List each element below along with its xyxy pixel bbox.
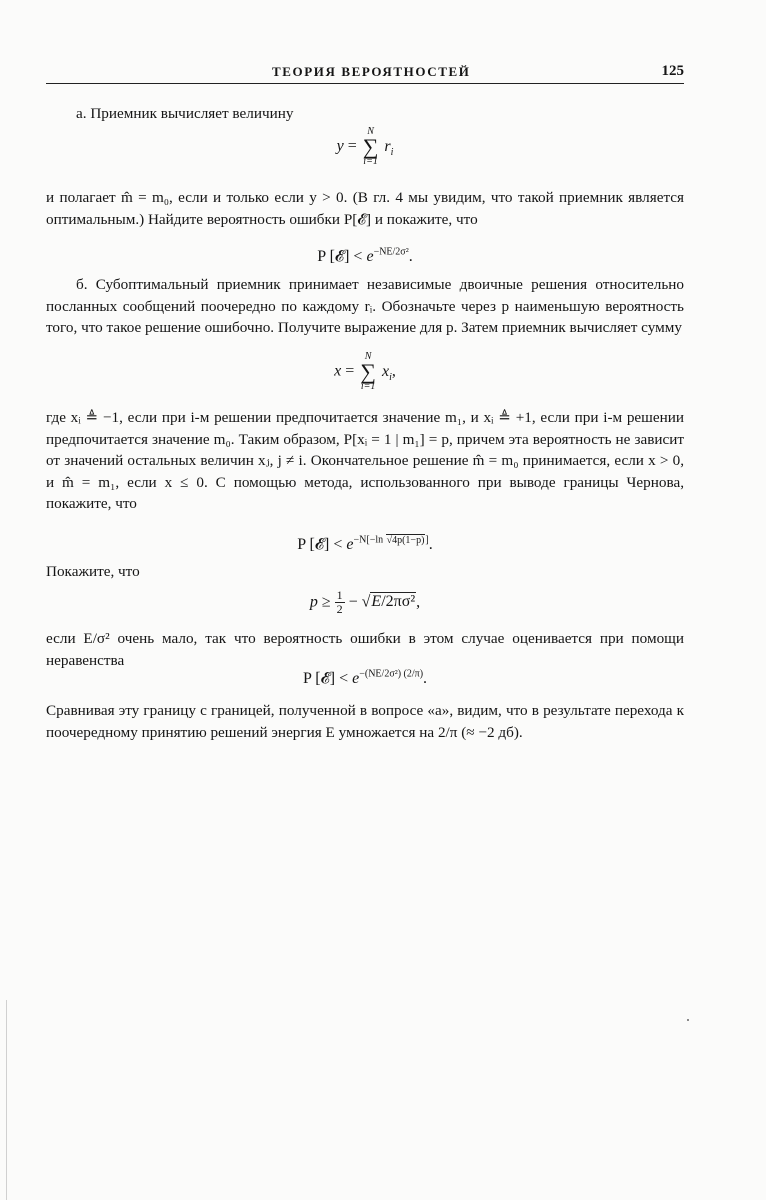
- show-that-text: Покажите, что: [46, 563, 140, 580]
- scan-speck: [687, 1019, 689, 1021]
- part-b-definition: [46, 407, 684, 515]
- formula-error-bound-a: P [𝓔] < $e^{-NE/2\sigma^2}$.: [317, 246, 413, 265]
- scan-edge-mark: [6, 1000, 7, 1200]
- running-title: ТЕОРИЯ ВЕРОЯТНОСТЕЙ: [272, 64, 471, 79]
- header-rule: [46, 83, 684, 84]
- formula-y-sum: y = N ∑ i=1 $r_i$: [336, 126, 394, 167]
- part-a-intro: [46, 103, 684, 125]
- part-a-rule-text: и полагает m̂ = m₀, если и только если y > 0. (В гл. 4 мы увидим, что такой приемник является оптимальным.) Найдите вероятность ошибки P[𝓔] и покажите, что: [46, 189, 684, 228]
- show-that: [46, 561, 684, 583]
- formula-x-sum: x = N ∑ i=1 $x_i$,: [334, 351, 396, 392]
- conclusion-text: Сравнивая эту границу с границей, полученной в вопросе «а», видим, что в результате перехода к поочередному принятию решений энергия E умножается на 2/π (≈ −2 дб).: [46, 702, 684, 741]
- part-a-paragraph: [46, 187, 684, 230]
- part-b-definition-text: где xᵢ ≜ −1, если при i-м решении предпочитается значение m₁, и xᵢ ≜ +1, если при i-м решении предпочитается значение m₀. Таким образом, P[xᵢ = 1 | m₁] = p, причем эта вероятность не зависит от значений остальных величин xⱼ, j ≠ i. Окончательное решение m̂ = m₀ принимается, если x > 0, и m̂ = m₁, если x ≤ 0. С помощью метода, использованного при выводе границы Чернова, покажите, что: [46, 409, 684, 512]
- part-a-intro-text: а. Приемник вычисляет величину: [76, 105, 294, 122]
- small-energy-text: если E/σ² очень мало, так что вероятность ошибки в этом случае оценивается при помощи неравенства: [46, 630, 684, 669]
- conclusion-paragraph: [46, 700, 684, 743]
- formula-p-bound: p ≥ $\frac{1}{2}$ − √E/2πσ²,: [309, 588, 421, 617]
- small-energy-paragraph: [46, 628, 684, 671]
- page-header: [46, 64, 684, 86]
- page-number: 125: [661, 63, 684, 79]
- formula-error-bound-b: P [𝓔] < $e^{-(NE/2\sigma^2) (2/\pi)}$.: [302, 668, 428, 687]
- part-b-paragraph-text: б. Субоптимальный приемник принимает независимые двоичные решения относительно посланных сообщений поочередно по каждому rᵢ. Обозначьте через p наименьшую вероятность того, что такое решение ошибочно. Получите выражение для p. Затем приемник вычисляет сумму: [46, 276, 684, 336]
- formula-chernov-bound: P [𝓔] < $e^{-N[-ln √4p(1-p)]}$.: [297, 534, 433, 553]
- part-b-paragraph: [46, 274, 684, 339]
